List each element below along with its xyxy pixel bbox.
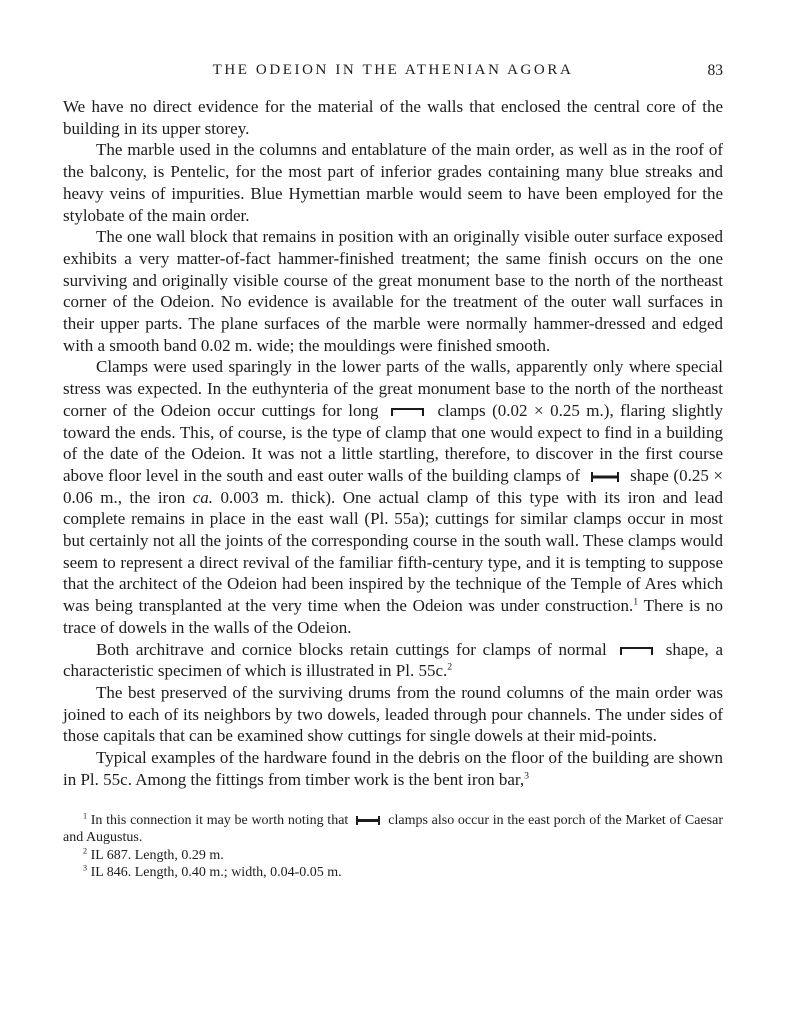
text-run: 0.003 m. thick). One actual clamp of this type with its iron and lead complete remains in place in the east wall (Pl. 55a); cuttings for similar clamps occur in most but certainly not all the joints of the corresponding course in the south wall. These clamps would seem to represent a direct revival of the familiar fifth-century type, and it is tempting to suppose that the architect of the Odeion had been inspired by the technique of the Temple of Ares which was being transplanted at the very time when the Odeion was under construction. [63,487,723,616]
text-run: The one wall block that remains in position with an originally visible outer surface exposed exhibits a very matter-of-fact hammer-finished treatment; the same finish occurs on the one surviving and originally visible course of the great monument base to the north of the northeast corner of the Odeion. No evidence is available for the treatment of the outer wall surfaces in their upper parts. The plane surfaces of the marble were normally hammer-dressed and edged with a smooth band 0.02 m. wide; the mouldings were finished smooth. [63,227,723,355]
paragraph [63,682,723,747]
footnote [63,864,723,882]
footnote [63,847,723,865]
footnote-marker: 2 [447,661,453,673]
paragraph [63,356,723,638]
footnote-marker: 3 [83,863,88,873]
footnote [63,812,723,847]
footnotes [63,812,723,882]
paragraph [63,747,723,790]
running-header [63,62,723,84]
paragraph [63,139,723,226]
pi-clamp-icon [391,408,424,416]
text-run: There is no trace of dowels in the walls of the Odeion. [63,596,723,637]
text-run: clamps also occur in the east porch of the Market of Caesar and Augustus. [63,812,723,846]
page-number: 83 [707,62,723,79]
body-text [63,96,723,791]
text-run: In this connection it may be worth noting that [87,812,349,828]
footnote-marker: 3 [524,770,530,782]
text-run: We have no direct evidence for the material of the walls that enclosed the central core of the building in its upper storey. [63,97,723,138]
paragraph [63,96,723,139]
text-run: Clamps were used sparingly in the lower parts of the walls, apparently only where special stress was expected. In the euthynteria of the great monument base to the north of the northeast corner of the Odeion occur cuttings for long [63,357,723,420]
text-run: shape, a characteristic specimen of which is illustrated in Pl. 55c. [63,639,723,681]
text-run: IL 687. Length, 0.29 m. [87,847,224,863]
text-run: Both architrave and cornice blocks retain cuttings for clamps of normal [96,639,607,659]
pi-clamp-icon [620,647,653,655]
text-run: IL 846. Length, 0.40 m.; width, 0.04-0.05 m. [87,865,342,881]
text-run: Typical examples of the hardware found in the debris on the floor of the building are shown in Pl. 55c. Among the fittings from timber work is the bent iron bar, [63,748,723,789]
text-run: shape (0.25 × 0.06 m., the iron [63,465,723,507]
footnote-marker: 2 [83,846,88,856]
paragraph [63,226,723,356]
text-run: The marble used in the columns and entablature of the main order, as well as in the roof of the balcony, is Pentelic, for the most part of inferior grades containing many blue streaks and heavy veins of impurities. Blue Hymettian marble would seem to have been employed for the stylobate of the main order. [63,140,723,225]
t-clamp-icon [591,472,619,482]
text-run: The best preserved of the surviving drums from the round columns of the main order was joined to each of its neighbors by two dowels, leaded through pour channels. The under sides of those capitals that can be examined show cuttings for single dowels at their mid-points. [63,682,723,746]
italic-text: ca. [192,487,214,507]
running-head-title: THE ODEION IN THE ATHENIAN AGORA [212,62,574,78]
paragraph [63,639,723,682]
t-clamp-icon [356,816,380,825]
footnote-marker: 1 [633,596,639,608]
footnote-marker: 1 [83,810,88,820]
text-run: clamps (0.02 × 0.25 m.), flaring slightly toward the ends. This, of course, is the type of clamp that one would expect to find in a building of the date of the Odeion. It was not a little startling, therefore, to discover in the first course above floor level in the south and east outer walls of the building clamps of [63,400,723,485]
